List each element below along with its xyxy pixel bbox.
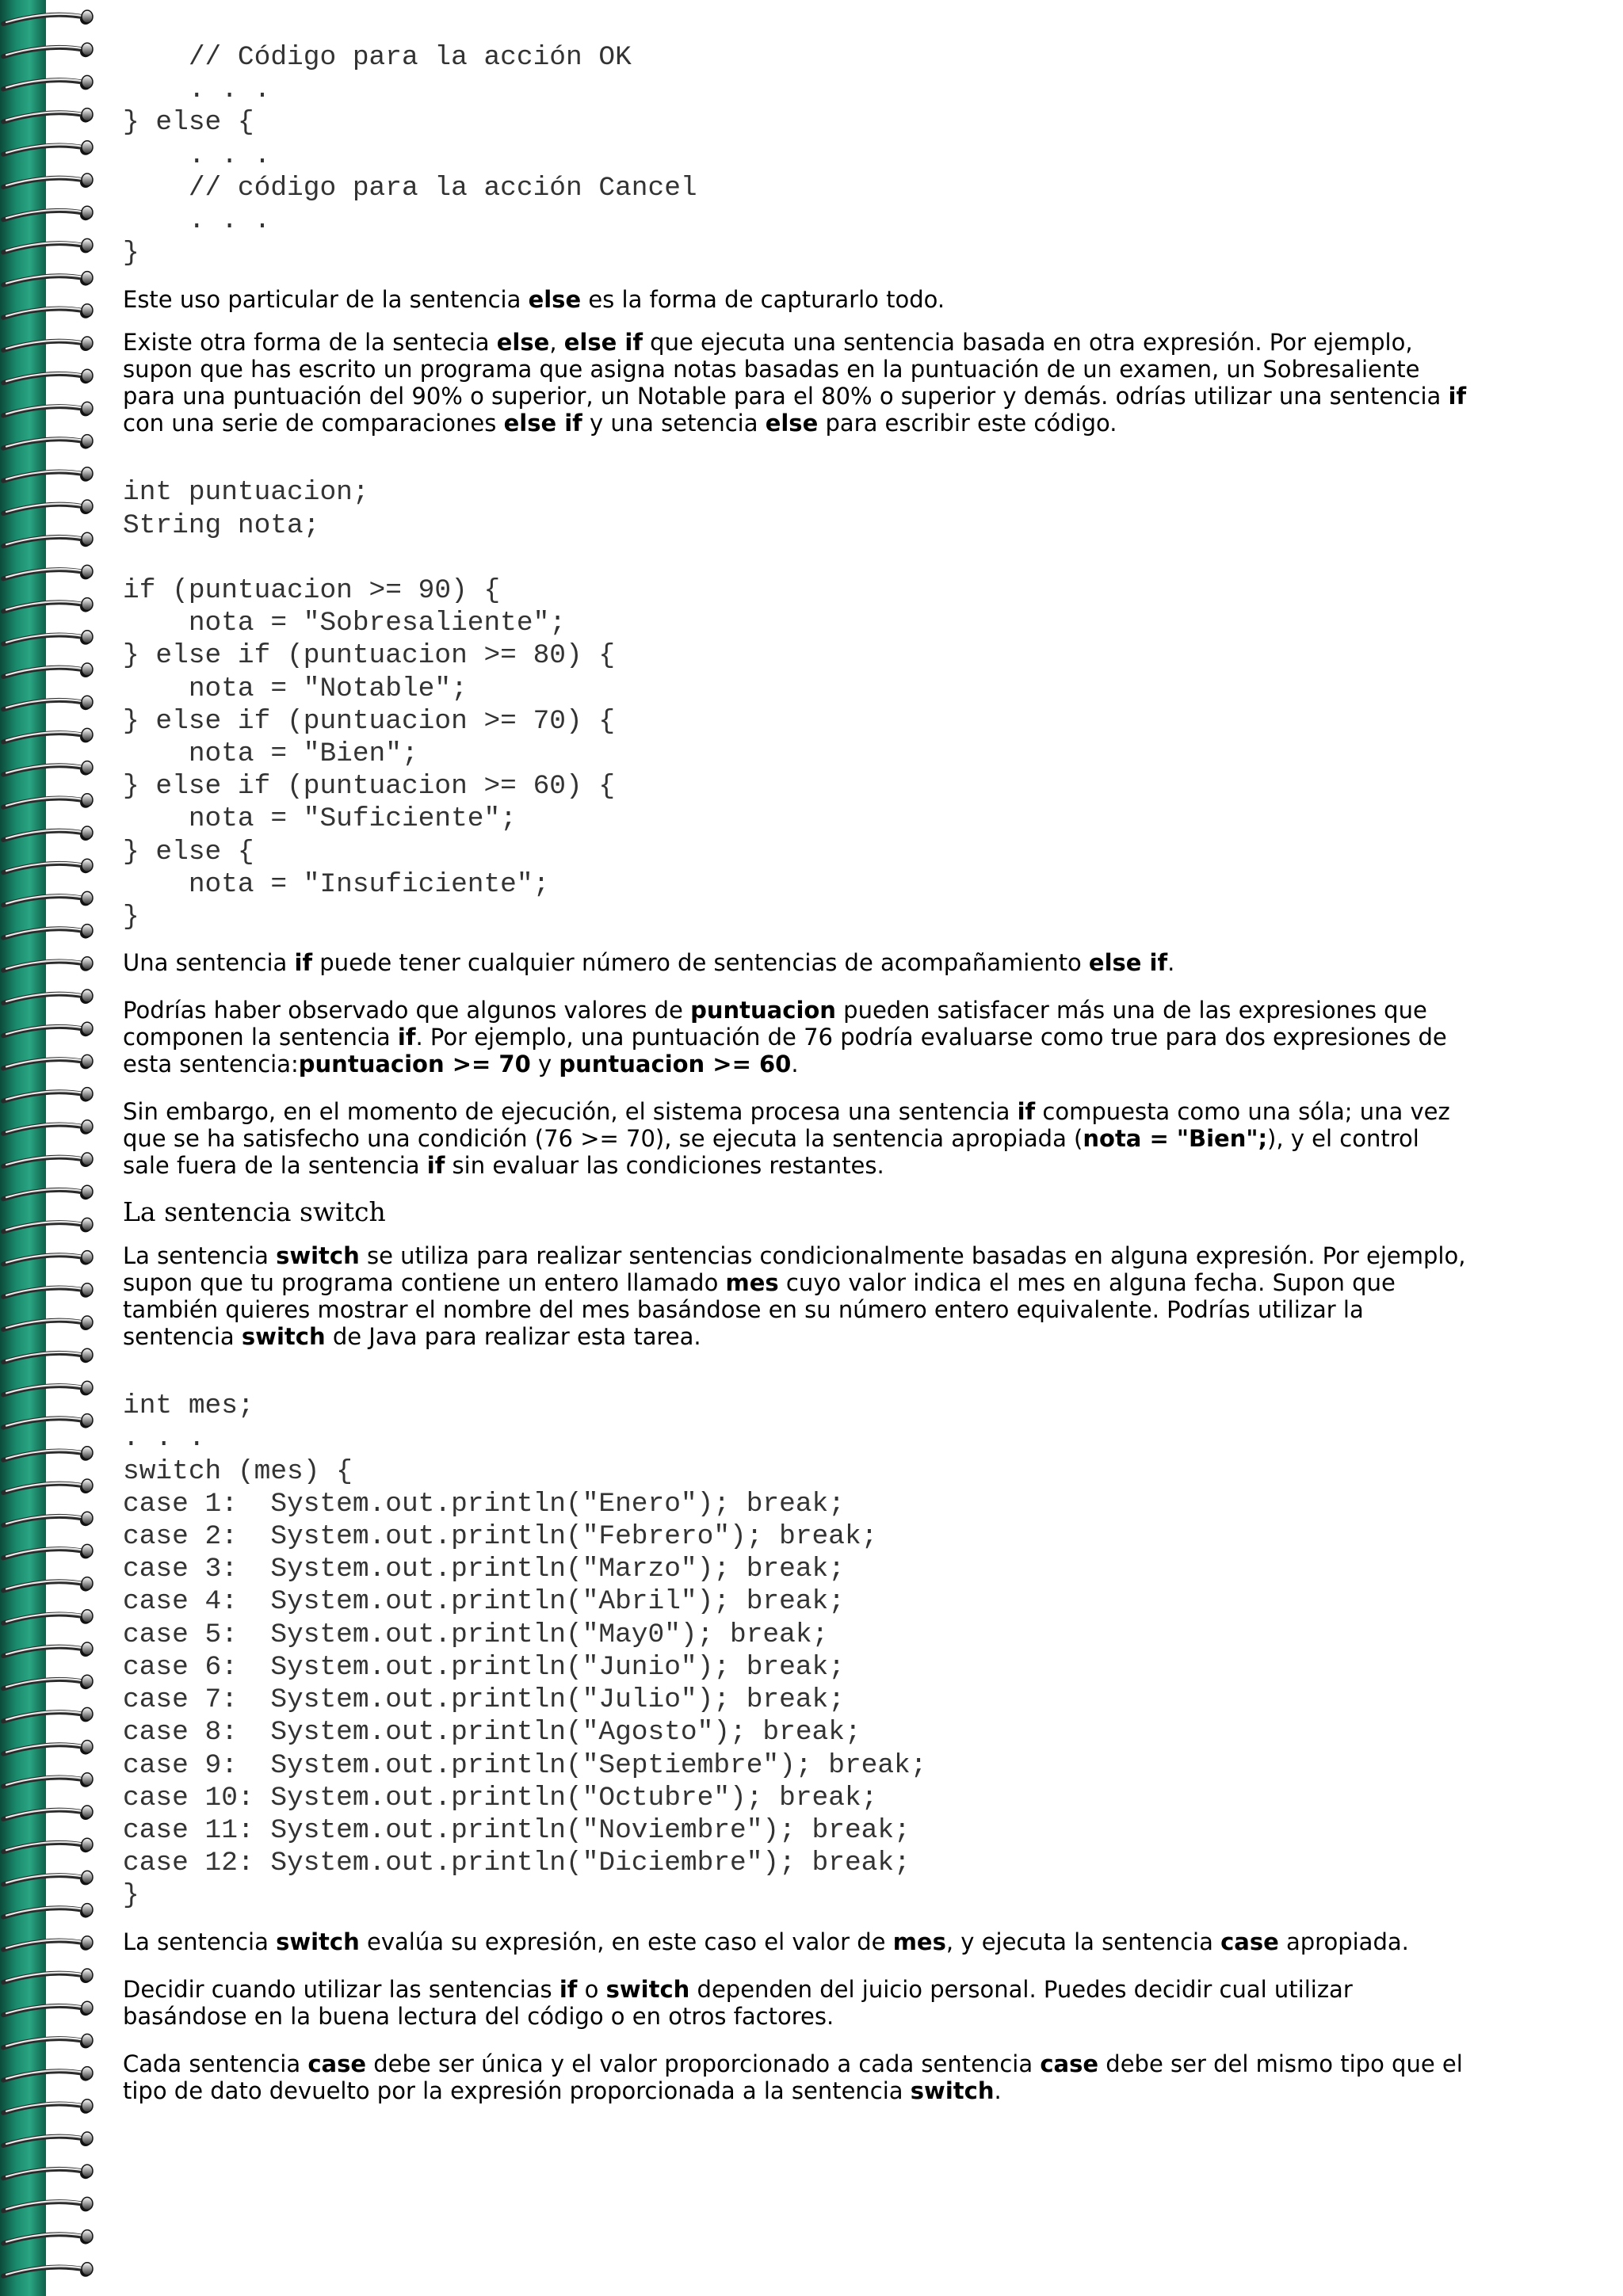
bold-keyword: switch — [276, 1242, 360, 1270]
bold-keyword: if — [1017, 1098, 1036, 1126]
bold-keyword: case — [1220, 1928, 1279, 1955]
code-block-puntuacion: int puntuacion; String nota; if (puntuacion >= 90) { nota = "Sobresaliente"; } else if (puntuacion >= 80) { nota = "Notable"; } else if (puntuacion >= 70) { nota = "Bien"; } else if (puntuacion >= 60) { nota = "Suficiente"; } else { nota = "Insuficiente"; } — [123, 477, 616, 933]
bold-keyword: puntuacion — [690, 997, 836, 1024]
bold-keyword: case — [307, 2050, 367, 2077]
bold-keyword: switch — [910, 2077, 995, 2104]
spiral-binding-icon — [0, 0, 103, 2296]
bold-keyword: switch — [241, 1323, 326, 1351]
bold-keyword: else — [765, 410, 819, 437]
bold-keyword: else — [496, 329, 550, 357]
paragraph-switch-intro: La sentencia switch se utiliza para realizar sentencias condicionalmente basadas en alguna expresión. Por ejemplo, supon que tu programa contiene un entero llamado mes cuyo valor indica el mes en alguna fecha. Supon que también quieres mostrar el nombre del mes basándose en su número entero equivalente. Podrías utilizar la sentencia switch de Java para realizar esta tarea. — [123, 1242, 1466, 1351]
bold-keyword: else if — [503, 410, 582, 437]
bold-keyword: if — [559, 1975, 578, 2003]
paragraph-case-unique: Cada sentencia case debe ser única y el valor proporcionado a cada sentencia case debe ser del mismo tipo que el tipo de dato devuelto por la expresión proporcionada a la sentencia switch. — [123, 2050, 1463, 2104]
bold-keyword: else if — [563, 329, 643, 357]
bold-keyword: puntuacion >= 60 — [559, 1051, 792, 1078]
bold-keyword: case — [1040, 2050, 1099, 2077]
paragraph-else-if-count: Una sentencia if puede tener cualquier número de sentencias de acompañamiento else if. — [123, 949, 1175, 977]
bold-keyword: switch — [276, 1928, 360, 1955]
bold-keyword: mes — [892, 1928, 946, 1955]
paragraph-if-or-switch: Decidir cuando utilizar las sentencias if o switch dependen del juicio personal. Puedes decidir cual utilizar basándose en la buena lectura del código o en otros factores. — [123, 1975, 1353, 2030]
paragraph-switch-evaluates: La sentencia switch evalúa su expresión, en este caso el valor de mes, y ejecuta la sentencia case apropiada. — [123, 1928, 1409, 1955]
bold-keyword: else if — [1088, 949, 1168, 977]
section-title-switch: La sentencia switch — [123, 1196, 386, 1228]
paragraph-else-capture: Este uso particular de la sentencia else es la forma de capturarlo todo. — [123, 286, 945, 314]
bold-keyword: if — [294, 949, 313, 977]
document-content — [123, 41, 1470, 2104]
bold-keyword: puntuacion >= 70 — [298, 1051, 531, 1078]
bold-keyword: switch — [605, 1975, 690, 2003]
paragraph-multiple-conditions: Podrías haber observado que algunos valores de puntuacion pueden satisfacer más una de las expresiones que componen la sentencia if. Por ejemplo, una puntuación de 76 podría evaluarse como true para dos expresiones de esta sentencia:puntuacion >= 70 y puntuacion >= 60. — [123, 997, 1447, 1078]
code-block-ok-cancel: // Código para la acción OK . . . } else { . . . // código para la acción Cancel . . . } — [123, 42, 697, 269]
paragraph-else-if-intro: Existe otra forma de la sentecia else, else if que ejecuta una sentencia basada en otra expresión. Por ejemplo, supon que has escrito un programa que asigna notas basadas en la puntuación de un examen, un Sobresaliente para una puntuación del 90% o superior, un Notable para el 80% o superior y demás. odrías utilizar una sentencia if con una serie de comparaciones else if y una setencia else para escribir este código. — [123, 329, 1467, 437]
code-block-switch-mes: int mes; . . . switch (mes) { case 1: System.out.println("Enero"); break; case 2: System.out.println("Febrero"); break; case 3: System.out.println("Marzo"); break; case 4: System.out.println("Abril"); break; case 5: System.out.println("May0"); break; case 6: System.out.println("Junio"); break; case 7: System.out.println("Julio"); break; case 8: System.out.println("Agosto"); break; case 9: System.out.println("Septiembre"); break; case 10: System.out.println("Octubre"); break; case 11: System.out.println("Noviembre"); break; case 12: System.out.println("Diciembre"); break; } — [123, 1390, 927, 1912]
paragraph-execution: Sin embargo, en el momento de ejecución, el sistema procesa una sentencia if compuesta como una sóla; una vez que se ha satisfecho una condición (76 >= 70), se ejecuta la sentencia apropiada (nota = "Bien";), y el control sale fuera de la sentencia if sin evaluar las condiciones restantes. — [123, 1098, 1450, 1180]
bold-keyword: mes — [725, 1269, 779, 1297]
bold-keyword: nota = "Bien"; — [1083, 1125, 1268, 1153]
bold-keyword: if — [397, 1024, 416, 1051]
bold-keyword: if — [426, 1152, 445, 1180]
bold-keyword: else — [528, 286, 582, 314]
bold-keyword: if — [1448, 383, 1467, 410]
